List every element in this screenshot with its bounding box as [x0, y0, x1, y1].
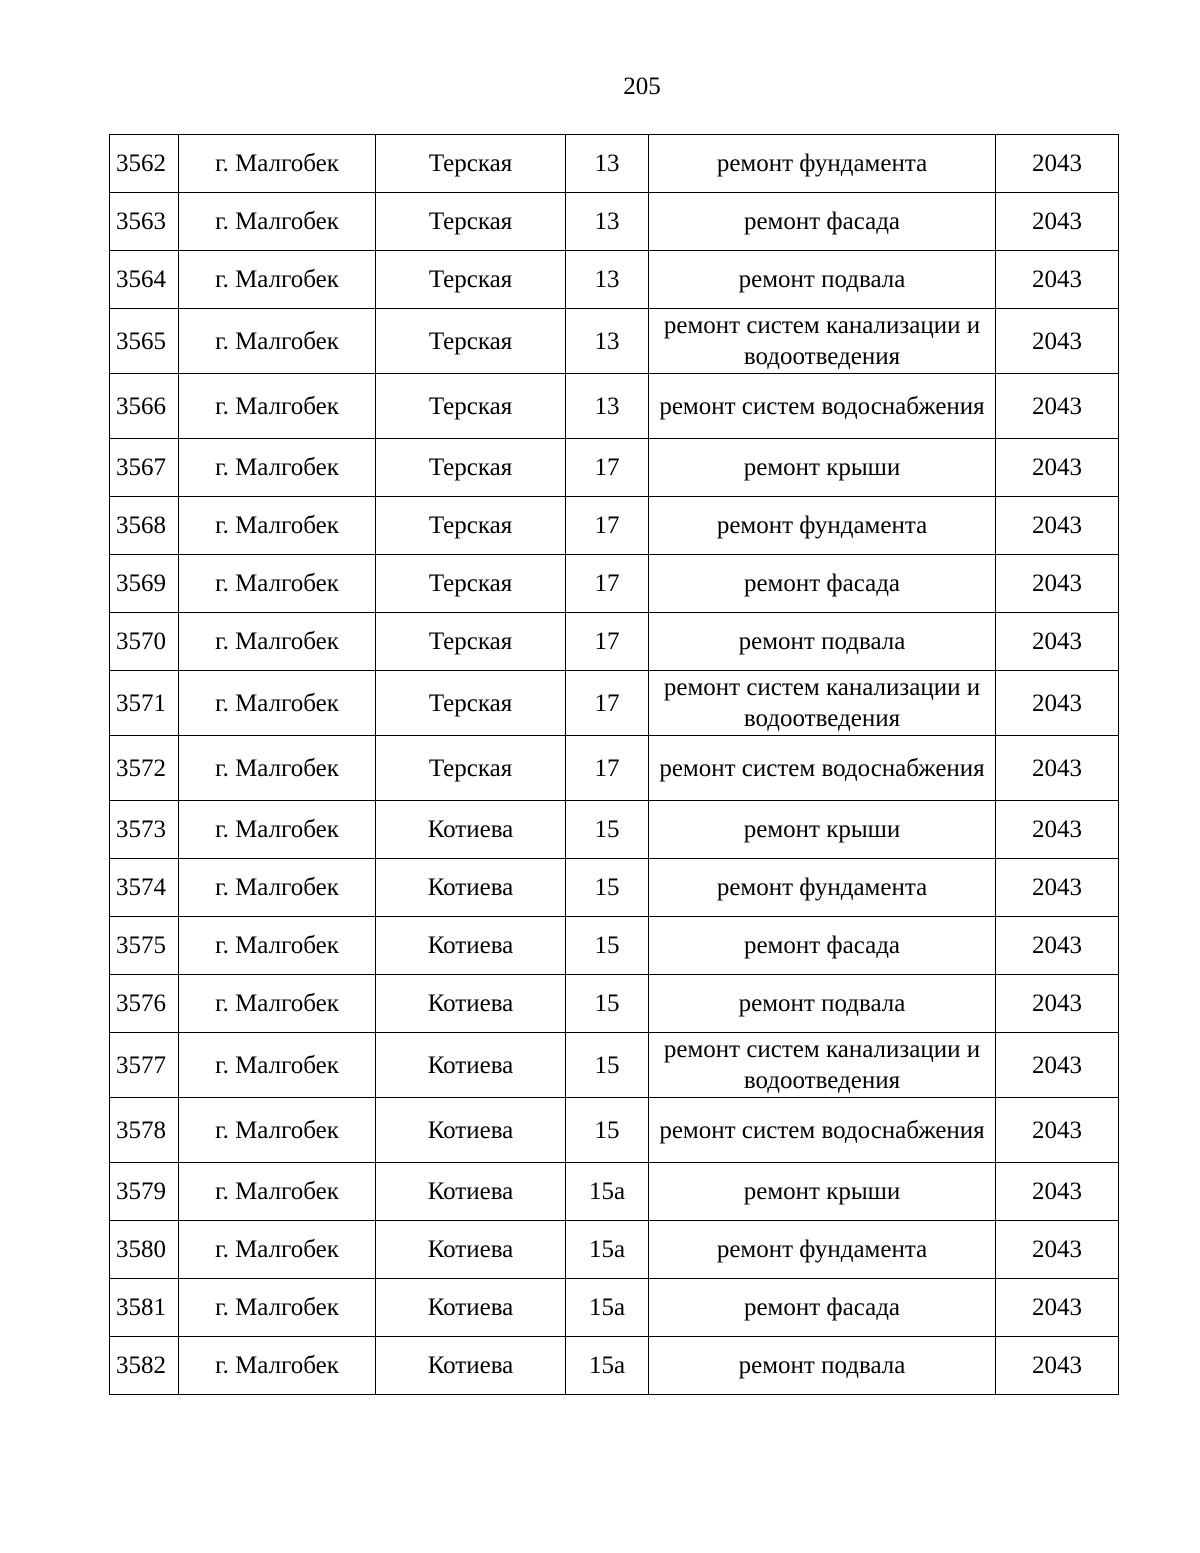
- year-cell: 2043: [996, 193, 1119, 251]
- repair-schedule-table: [109, 134, 1119, 1395]
- year-cell: 2043: [996, 736, 1119, 801]
- street-cell: Котиева: [376, 1279, 566, 1337]
- table-row: [110, 613, 1119, 671]
- row-number-cell: 3562: [110, 135, 179, 193]
- house-number-cell: 13: [566, 374, 649, 439]
- table-row: [110, 135, 1119, 193]
- city-cell: г. Малгобек: [179, 251, 376, 309]
- work-type-cell: ремонт систем водоснабжения: [649, 736, 996, 801]
- table-row: [110, 309, 1119, 374]
- year-cell: 2043: [996, 613, 1119, 671]
- street-cell: Котиева: [376, 859, 566, 917]
- house-number-cell: 13: [566, 251, 649, 309]
- street-cell: Котиева: [376, 1098, 566, 1163]
- table-row: [110, 736, 1119, 801]
- house-number-cell: 13: [566, 135, 649, 193]
- city-cell: г. Малгобек: [179, 975, 376, 1033]
- row-number-cell: 3564: [110, 251, 179, 309]
- table-row: [110, 975, 1119, 1033]
- table-row: [110, 374, 1119, 439]
- city-cell: г. Малгобек: [179, 917, 376, 975]
- city-cell: г. Малгобек: [179, 309, 376, 374]
- row-number-cell: 3566: [110, 374, 179, 439]
- street-cell: Терская: [376, 555, 566, 613]
- work-type-cell: ремонт систем водоснабжения: [649, 374, 996, 439]
- table-row: [110, 1163, 1119, 1221]
- row-number-cell: 3571: [110, 671, 179, 736]
- year-cell: 2043: [996, 859, 1119, 917]
- year-cell: 2043: [996, 555, 1119, 613]
- year-cell: 2043: [996, 975, 1119, 1033]
- street-cell: Терская: [376, 439, 566, 497]
- row-number-cell: 3578: [110, 1098, 179, 1163]
- row-number-cell: 3573: [110, 801, 179, 859]
- house-number-cell: 15: [566, 917, 649, 975]
- year-cell: 2043: [996, 917, 1119, 975]
- street-cell: Котиева: [376, 801, 566, 859]
- street-cell: Терская: [376, 736, 566, 801]
- table-row: [110, 917, 1119, 975]
- city-cell: г. Малгобек: [179, 1033, 376, 1098]
- year-cell: 2043: [996, 1221, 1119, 1279]
- work-type-cell: ремонт фасада: [649, 193, 996, 251]
- street-cell: Терская: [376, 613, 566, 671]
- street-cell: Котиева: [376, 1163, 566, 1221]
- city-cell: г. Малгобек: [179, 671, 376, 736]
- house-number-cell: 17: [566, 439, 649, 497]
- city-cell: г. Малгобек: [179, 135, 376, 193]
- year-cell: 2043: [996, 1098, 1119, 1163]
- work-type-cell: ремонт подвала: [649, 251, 996, 309]
- table-row: [110, 671, 1119, 736]
- city-cell: г. Малгобек: [179, 439, 376, 497]
- house-number-cell: 15а: [566, 1221, 649, 1279]
- row-number-cell: 3581: [110, 1279, 179, 1337]
- house-number-cell: 15а: [566, 1163, 649, 1221]
- table-row: [110, 193, 1119, 251]
- row-number-cell: 3568: [110, 497, 179, 555]
- page-number: 205: [623, 73, 661, 100]
- year-cell: 2043: [996, 251, 1119, 309]
- table-row: [110, 251, 1119, 309]
- year-cell: 2043: [996, 1033, 1119, 1098]
- house-number-cell: 17: [566, 613, 649, 671]
- city-cell: г. Малгобек: [179, 801, 376, 859]
- house-number-cell: 15: [566, 1033, 649, 1098]
- year-cell: 2043: [996, 497, 1119, 555]
- city-cell: г. Малгобек: [179, 1337, 376, 1395]
- street-cell: Котиева: [376, 1337, 566, 1395]
- street-cell: Котиева: [376, 1033, 566, 1098]
- city-cell: г. Малгобек: [179, 1221, 376, 1279]
- city-cell: г. Малгобек: [179, 374, 376, 439]
- street-cell: Котиева: [376, 1221, 566, 1279]
- city-cell: г. Малгобек: [179, 193, 376, 251]
- row-number-cell: 3582: [110, 1337, 179, 1395]
- row-number-cell: 3577: [110, 1033, 179, 1098]
- street-cell: Терская: [376, 193, 566, 251]
- year-cell: 2043: [996, 1337, 1119, 1395]
- street-cell: Терская: [376, 497, 566, 555]
- house-number-cell: 15: [566, 1098, 649, 1163]
- row-number-cell: 3563: [110, 193, 179, 251]
- work-type-cell: ремонт крыши: [649, 801, 996, 859]
- city-cell: г. Малгобек: [179, 859, 376, 917]
- year-cell: 2043: [996, 374, 1119, 439]
- work-type-cell: ремонт подвала: [649, 975, 996, 1033]
- house-number-cell: 13: [566, 309, 649, 374]
- house-number-cell: 13: [566, 193, 649, 251]
- work-type-cell: ремонт подвала: [649, 1337, 996, 1395]
- row-number-cell: 3569: [110, 555, 179, 613]
- work-type-cell: ремонт фасада: [649, 555, 996, 613]
- house-number-cell: 17: [566, 736, 649, 801]
- year-cell: 2043: [996, 135, 1119, 193]
- city-cell: г. Малгобек: [179, 613, 376, 671]
- year-cell: 2043: [996, 671, 1119, 736]
- city-cell: г. Малгобек: [179, 555, 376, 613]
- table-row: [110, 1098, 1119, 1163]
- work-type-cell: ремонт фундамента: [649, 135, 996, 193]
- city-cell: г. Малгобек: [179, 497, 376, 555]
- street-cell: Терская: [376, 374, 566, 439]
- work-type-cell: ремонт подвала: [649, 613, 996, 671]
- city-cell: г. Малгобек: [179, 736, 376, 801]
- work-type-cell: ремонт фасада: [649, 917, 996, 975]
- table-row: [110, 439, 1119, 497]
- street-cell: Терская: [376, 309, 566, 374]
- city-cell: г. Малгобек: [179, 1279, 376, 1337]
- row-number-cell: 3579: [110, 1163, 179, 1221]
- year-cell: 2043: [996, 1279, 1119, 1337]
- work-type-cell: ремонт крыши: [649, 1163, 996, 1221]
- work-type-cell: ремонт фундамента: [649, 859, 996, 917]
- house-number-cell: 17: [566, 671, 649, 736]
- work-type-cell: ремонт фундамента: [649, 1221, 996, 1279]
- house-number-cell: 15а: [566, 1279, 649, 1337]
- street-cell: Терская: [376, 135, 566, 193]
- row-number-cell: 3574: [110, 859, 179, 917]
- house-number-cell: 15: [566, 975, 649, 1033]
- work-type-cell: ремонт систем канализации и водоотведения: [649, 309, 996, 374]
- work-type-cell: ремонт систем водоснабжения: [649, 1098, 996, 1163]
- table-row: [110, 1337, 1119, 1395]
- city-cell: г. Малгобек: [179, 1163, 376, 1221]
- house-number-cell: 17: [566, 497, 649, 555]
- work-type-cell: ремонт систем канализации и водоотведения: [649, 1033, 996, 1098]
- house-number-cell: 15: [566, 859, 649, 917]
- table-row: [110, 497, 1119, 555]
- street-cell: Терская: [376, 671, 566, 736]
- house-number-cell: 15: [566, 801, 649, 859]
- street-cell: Терская: [376, 251, 566, 309]
- row-number-cell: 3580: [110, 1221, 179, 1279]
- year-cell: 2043: [996, 439, 1119, 497]
- work-type-cell: ремонт крыши: [649, 439, 996, 497]
- row-number-cell: 3567: [110, 439, 179, 497]
- table-row: [110, 1279, 1119, 1337]
- work-type-cell: ремонт систем канализации и водоотведения: [649, 671, 996, 736]
- table-row: [110, 1221, 1119, 1279]
- year-cell: 2043: [996, 801, 1119, 859]
- table-row: [110, 801, 1119, 859]
- year-cell: 2043: [996, 309, 1119, 374]
- year-cell: 2043: [996, 1163, 1119, 1221]
- house-number-cell: 15а: [566, 1337, 649, 1395]
- row-number-cell: 3576: [110, 975, 179, 1033]
- table-row: [110, 555, 1119, 613]
- row-number-cell: 3575: [110, 917, 179, 975]
- row-number-cell: 3570: [110, 613, 179, 671]
- street-cell: Котиева: [376, 917, 566, 975]
- table-body: [110, 135, 1119, 1395]
- house-number-cell: 17: [566, 555, 649, 613]
- table-row: [110, 859, 1119, 917]
- row-number-cell: 3565: [110, 309, 179, 374]
- city-cell: г. Малгобек: [179, 1098, 376, 1163]
- work-type-cell: ремонт фасада: [649, 1279, 996, 1337]
- work-type-cell: ремонт фундамента: [649, 497, 996, 555]
- row-number-cell: 3572: [110, 736, 179, 801]
- table-row: [110, 1033, 1119, 1098]
- street-cell: Котиева: [376, 975, 566, 1033]
